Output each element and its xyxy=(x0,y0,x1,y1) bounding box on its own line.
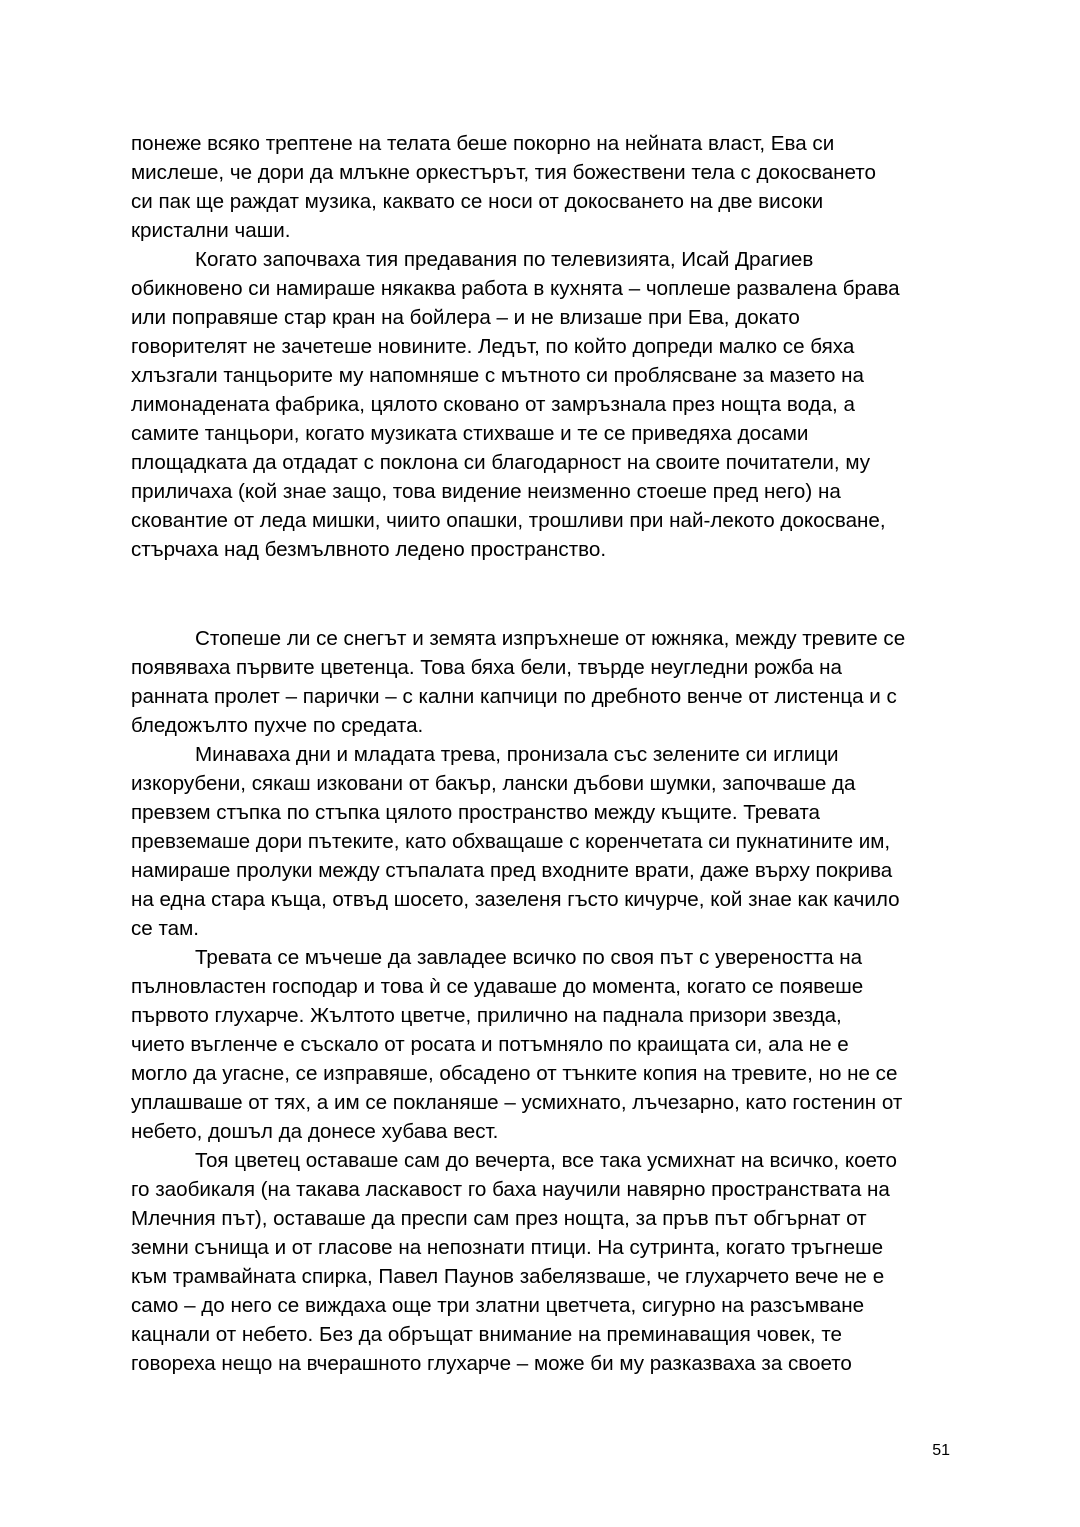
text-line: кацнали от небето. Без да обръщат внимание на преминаващия човек, те xyxy=(131,1323,843,1346)
text-line: лимонадената фабрика, цялото сковано от замръзнала през нощта вода, а xyxy=(131,393,855,416)
page-number: 51 xyxy=(932,1442,950,1459)
text-line: бледожълто пухче по средата. xyxy=(131,714,424,737)
text-section-2 xyxy=(131,624,961,1378)
text-line: го заобикаля (на такава ласкавост го баха научили навярно пространствата на xyxy=(131,1178,890,1201)
text-line: уплашваше от тях, а им се покланяше – усмихнато, лъчезарно, като гостенин от xyxy=(131,1091,903,1114)
text-line: си пак ще раждат музика, каквато се носи от докосването на две високи xyxy=(131,190,824,213)
text-line: обикновено си намираше някаква работа в кухнята – чоплеше развалена брава xyxy=(131,277,900,300)
text-line: Минаваха дни и младата трева, пронизала със зелените си иглици xyxy=(195,743,839,766)
paragraph xyxy=(131,943,961,1146)
text-line: небето, дошъл да донесе хубава вест. xyxy=(131,1120,499,1143)
text-line: мислеше, че дори да млъкне оркестърът, тия божествени тела с докосването xyxy=(131,161,876,184)
text-line: земни сънища и от гласове на непознати птици. На сутринта, когато тръгнеше xyxy=(131,1236,884,1259)
paragraph xyxy=(131,740,961,943)
text-line: самите танцьори, когато музиката стихваше и те се приведяха досами xyxy=(131,422,809,445)
text-line: понеже всяко трептене на телата беше покорно на нейната власт, Ева си xyxy=(131,132,835,155)
text-line: се там. xyxy=(131,917,200,940)
text-line: Когато започваха тия предавания по телевизията, Исай Драгиев xyxy=(195,248,814,271)
paragraph xyxy=(131,1146,961,1378)
text-line: чието въгленче е съскало от росата и потъмняло по краищата си, ала не е xyxy=(131,1033,849,1056)
text-line: появяваха първите цветенца. Това бяха бели, твърде неугледни рожба на xyxy=(131,656,842,679)
text-line: говорителят не зачетеше новините. Ледът, по който допреди малко се бяха xyxy=(131,335,855,358)
text-line: превзем стъпка по стъпка цялото пространство между къщите. Тревата xyxy=(131,801,820,824)
text-line: ранната пролет – парички – с кални капчици по дребното венче от листенца и с xyxy=(131,685,897,708)
text-line: пълновластен господар и това ѝ се удаваше до момента, когато се появеше xyxy=(131,975,864,998)
text-line: хлъзгали танцьорите му напомняше с мътното си проблясване за мазето на xyxy=(131,364,864,387)
text-line: сковантие от леда мишки, чиито опашки, трошливи при най-лекото докосване, xyxy=(131,509,886,532)
text-line: намираше пролуки между стъпалата пред входните врати, даже върху покрива xyxy=(131,859,893,882)
text-line: стърчаха над безмълвното ледено пространство. xyxy=(131,538,607,561)
paragraph xyxy=(131,129,961,245)
paragraph xyxy=(131,245,961,564)
text-section-1 xyxy=(131,129,961,564)
text-line: превземаше дори пътеките, като обхващаше с коренчетата си пукнатините им, xyxy=(131,830,891,853)
paragraph xyxy=(131,624,961,740)
text-line: Млечния път), оставаше да преспи сам през нощта, за пръв път обгърнат от xyxy=(131,1207,867,1230)
text-line: Тоя цветец оставаше сам до вечерта, все така усмихнат на всичко, което xyxy=(195,1149,897,1172)
text-line: изкорубени, сякаш изковани от бакър, лански дъбови шумки, започваше да xyxy=(131,772,856,795)
text-line: само – до него се виждаха още три златни цветчета, сигурно на разсъмване xyxy=(131,1294,865,1317)
text-line: говореха нещо на вчерашното глухарче – може би му разказваха за своето xyxy=(131,1352,852,1375)
text-line: приличаха (кой знае защо, това видение неизменно стоеше пред него) на xyxy=(131,480,841,503)
text-line: кристални чаши. xyxy=(131,219,291,242)
text-line: или поправяше стар кран на бойлера – и не влизаше при Ева, докато xyxy=(131,306,800,329)
text-line: площадката да отдадат с поклона си благодарност на своите почитатели, му xyxy=(131,451,871,474)
text-line: първото глухарче. Жълтото цветче, прилично на паднала призори звезда, xyxy=(131,1004,842,1027)
text-line: Тревата се мъчеше да завладее всичко по своя път с увереността на xyxy=(195,946,863,969)
text-line: Стопеше ли се снегът и земята изпръхнеше от южняка, между тревите се xyxy=(195,627,906,650)
text-line: на една стара къща, отвъд шосето, зазеленя гъсто кичурче, кой знае как качило xyxy=(131,888,900,911)
text-line: могло да угасне, се изправяше, обсадено от тънките копия на тревите, но не се xyxy=(131,1062,898,1085)
text-line: към трамвайната спирка, Павел Паунов забелязваше, че глухарчето вече не е xyxy=(131,1265,885,1288)
